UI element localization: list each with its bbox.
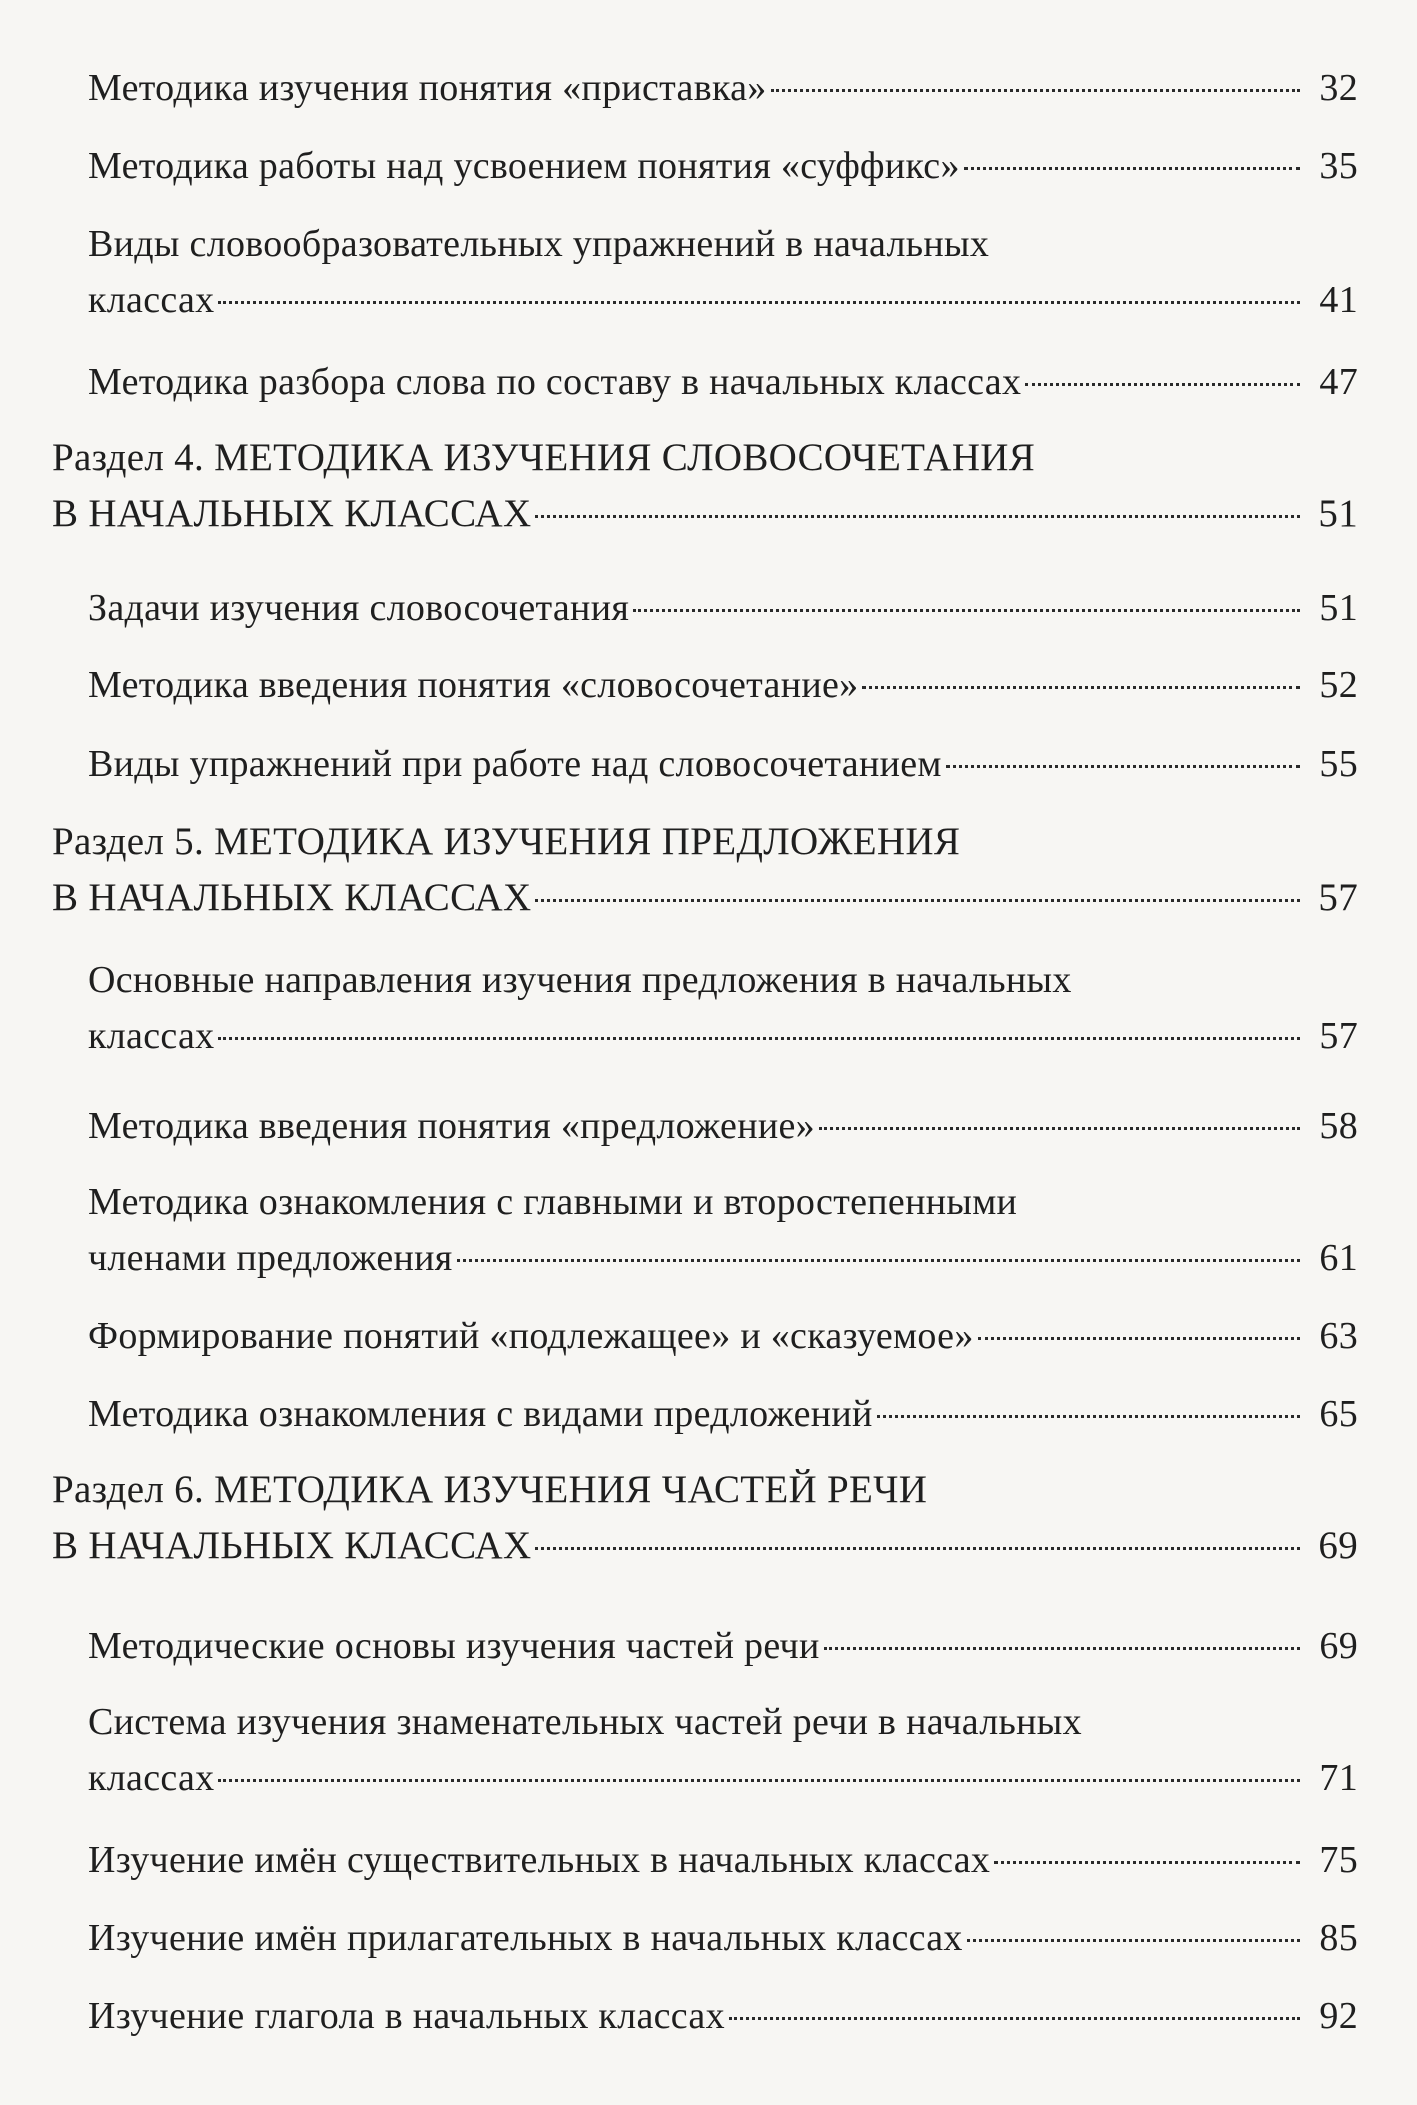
dot-leader [994,1861,1300,1864]
toc-page-number: 57 [1318,876,1358,919]
dot-leader [535,899,1300,902]
toc-entry-line [88,272,1358,328]
dot-leader [946,765,1300,768]
toc-entry [88,216,1358,328]
toc-page-number: 32 [1319,67,1358,109]
toc-section-heading [52,1462,1358,1574]
toc-entry-line [88,736,1358,792]
toc-page-number: 71 [1319,1757,1358,1799]
toc-entry-title: Основные направления изучения предложения в начальных [88,959,1072,1001]
toc-entry-title: Методика ознакомления с главными и второстепенными [88,1181,1018,1223]
toc-page-number: 69 [1318,1524,1358,1567]
toc-entry-title: Методика введения понятия «предложение» [88,1105,815,1147]
toc-entry [88,1694,1358,1806]
toc-entry [88,1386,1358,1442]
toc-entry [88,1098,1358,1154]
toc-entry-line [88,952,1358,1008]
toc-entry-line [88,1174,1358,1230]
dot-leader [877,1415,1300,1418]
dot-leader [771,89,1300,92]
dot-leader [218,301,1300,304]
toc-entry-title: Методические основы изучения частей речи [88,1625,820,1667]
dot-leader [729,2017,1300,2020]
dot-leader [633,609,1300,612]
toc-page-number: 63 [1319,1315,1358,1357]
toc-entry-line [88,354,1358,410]
toc-entry [88,736,1358,792]
toc-section-heading [52,430,1358,542]
toc-entry-title: Раздел 6. МЕТОДИКА ИЗУЧЕНИЯ ЧАСТЕЙ РЕЧИ [52,1468,928,1511]
toc-entry [88,138,1358,194]
toc-entry-line [52,486,1358,542]
toc-entry-title: Раздел 4. МЕТОДИКА ИЗУЧЕНИЯ СЛОВОСОЧЕТАНИЯ [52,436,1036,479]
toc-entry-line [52,870,1358,926]
toc-entry-line [88,216,1358,272]
toc-entry-line [88,1750,1358,1806]
toc-page-number: 61 [1319,1237,1358,1279]
dot-leader [218,1037,1300,1040]
toc-entry-line [88,1910,1358,1966]
toc-entry-title: Методика введения понятия «словосочетание» [88,664,859,706]
toc-entry-title: В НАЧАЛЬНЫХ КЛАССАХ [52,876,532,919]
toc-page-number: 92 [1319,1995,1358,2037]
toc-entry-title: членами предложения [88,1237,453,1279]
toc-entry [88,60,1358,116]
toc-entry [88,354,1358,410]
toc-entry-line [88,1694,1358,1750]
toc-entry-line [88,1832,1358,1888]
toc-entry-title: классах [88,1757,215,1799]
toc-entry-line [88,1618,1358,1674]
toc-page-number: 57 [1319,1015,1358,1057]
toc-entry-title: Виды упражнений при работе над словосочетанием [88,743,942,785]
toc-entry [88,1618,1358,1674]
dot-leader [457,1259,1300,1262]
toc-entry-title: Методика работы над усвоением понятия «суффикс» [88,145,960,187]
toc-section-heading [52,814,1358,926]
toc-entry [88,952,1358,1064]
toc-entry-line [88,138,1358,194]
dot-leader [824,1647,1300,1650]
toc-entry-title: Изучение имён прилагательных в начальных классах [88,1917,963,1959]
toc-entry-line [88,1386,1358,1442]
dot-leader [218,1779,1300,1782]
toc-page-number: 41 [1319,279,1358,321]
toc-page-number: 58 [1319,1105,1358,1147]
dot-leader [819,1127,1300,1130]
toc-entry [88,1832,1358,1888]
toc-entry-line [52,1462,1358,1518]
dot-leader [967,1939,1300,1942]
toc-entry-title: Формирование понятий «подлежащее» и «сказуемое» [88,1315,974,1357]
toc-page-number: 65 [1319,1393,1358,1435]
toc-page-number: 35 [1319,145,1358,187]
toc-page-number: 47 [1319,361,1358,403]
toc-page-number: 55 [1319,743,1358,785]
toc-page-number: 85 [1319,1917,1358,1959]
toc-entry-title: Задачи изучения словосочетания [88,587,630,629]
toc-entry-title: Система изучения знаменательных частей речи в начальных [88,1701,1082,1743]
toc-entry-line [52,430,1358,486]
toc-page-number: 52 [1319,664,1358,706]
toc-entry-line [88,1098,1358,1154]
toc-entry-title: Методика изучения понятия «приставка» [88,67,767,109]
toc-entry-title: классах [88,1015,215,1057]
toc-entry-title: Раздел 5. МЕТОДИКА ИЗУЧЕНИЯ ПРЕДЛОЖЕНИЯ [52,820,961,863]
toc-entry-title: В НАЧАЛЬНЫХ КЛАССАХ [52,1524,532,1567]
toc-entry [88,1988,1358,2044]
toc-entry-line [88,580,1358,636]
toc-entry-line [88,1988,1358,2044]
toc-entry-line [88,1308,1358,1364]
toc-entry-title: В НАЧАЛЬНЫХ КЛАССАХ [52,492,532,535]
dot-leader [964,167,1300,170]
dot-leader [978,1337,1300,1340]
dot-leader [862,686,1300,689]
toc-entry-title: классах [88,279,215,321]
toc-entry [88,657,1358,713]
toc-entry-title: Изучение имён существительных в начальных классах [88,1839,991,1881]
toc-page-number: 51 [1318,492,1358,535]
toc-entry [88,580,1358,636]
toc-entry-title: Изучение глагола в начальных классах [88,1995,725,2037]
toc-entry-line [88,1008,1358,1064]
toc-entry-title: Виды словообразовательных упражнений в начальных [88,223,990,265]
dot-leader [535,1547,1300,1550]
toc-entry-title: Методика ознакомления с видами предложений [88,1393,873,1435]
dot-leader [1025,383,1300,386]
dot-leader [535,515,1300,518]
toc-entry [88,1174,1358,1286]
toc-page-number: 75 [1319,1839,1358,1881]
toc-page-number: 69 [1319,1625,1358,1667]
toc-entry-line [88,60,1358,116]
toc-entry-line [88,657,1358,713]
toc-entry-line [52,1518,1358,1574]
toc-entry [88,1910,1358,1966]
toc-entry-title: Методика разбора слова по составу в начальных классах [88,361,1022,403]
toc-page-number: 51 [1319,587,1358,629]
toc-entry-line [88,1230,1358,1286]
toc-entry [88,1308,1358,1364]
toc-entry-line [52,814,1358,870]
